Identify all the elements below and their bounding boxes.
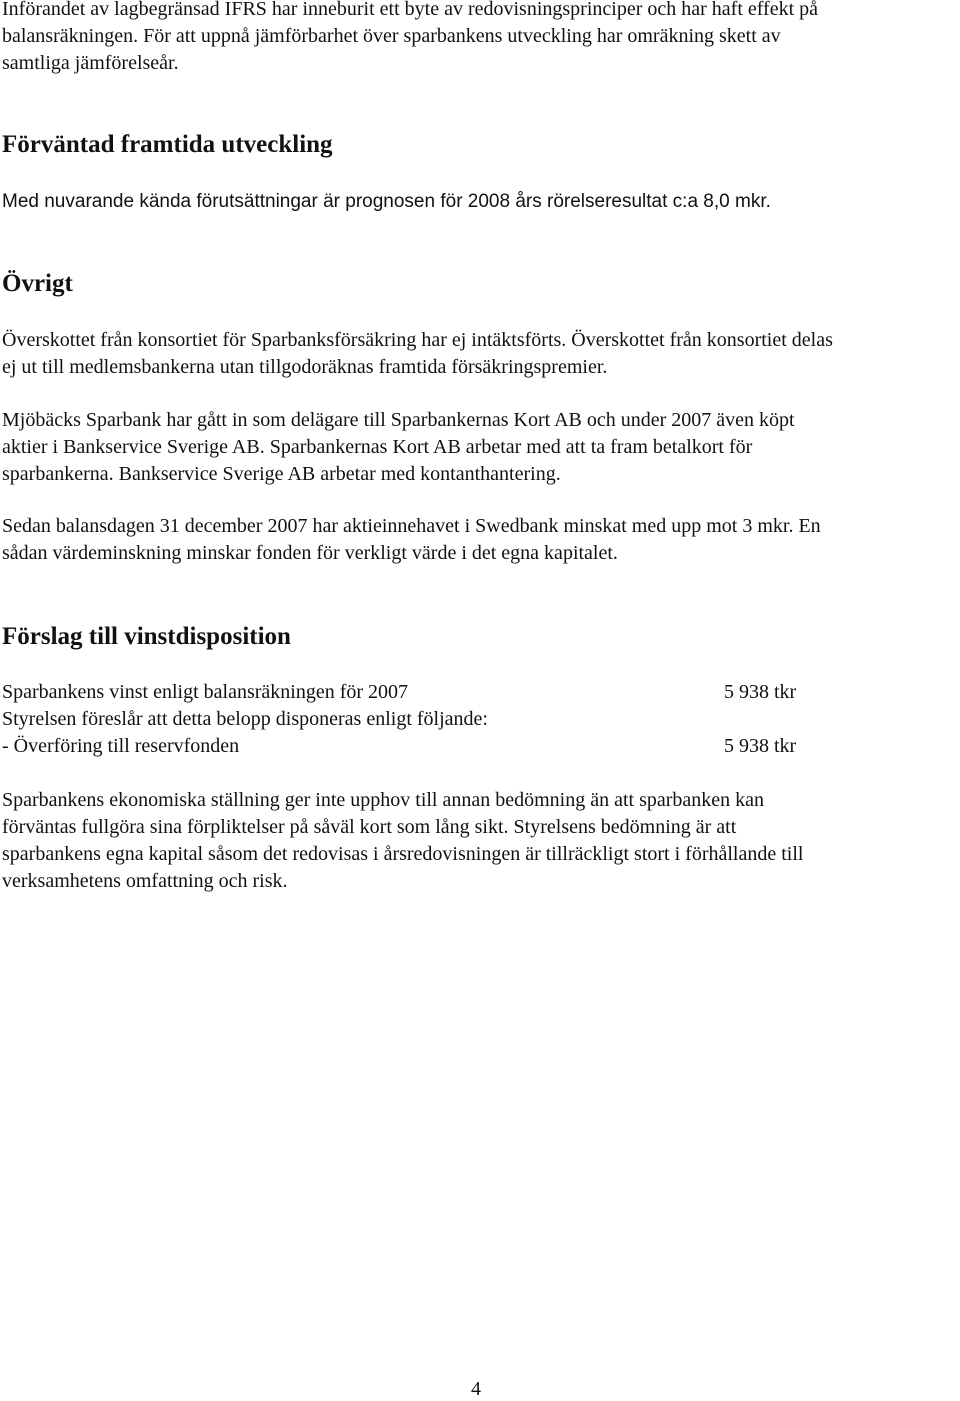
heading-other: Övrigt: [2, 270, 73, 297]
text-line: Mjöbäcks Sparbank har gått in som delägare till Sparbankernas Kort AB och under 2007 även köpt: [2, 409, 795, 431]
text-line: balansräkningen. För att uppnå jämförbarhet över sparbankens utveckling har omräkning skett av: [2, 25, 781, 47]
proposal-row-amount: 5 938 tkr: [724, 681, 797, 703]
text-line: verksamhetens omfattning och risk.: [2, 870, 288, 892]
closing-paragraph: [2, 787, 952, 895]
proposal-row-label: - Överföring till reservfonden: [2, 735, 240, 757]
proposal-row: [2, 733, 952, 760]
text-line: förväntas fullgöra sina förpliktelser på såväl kort som lång sikt. Styrelsens bedömning är att: [2, 816, 737, 838]
proposal-row-label: Sparbankens vinst enligt balansräkningen för 2007: [2, 681, 409, 703]
text-line: Överskottet från konsortiet för Sparbanksförsäkring har ej intäktsförts. Överskottet från konsortiet delas: [2, 329, 833, 351]
outlook-paragraph: [2, 188, 952, 215]
other-paragraph-2: [2, 407, 952, 488]
page-number: 4: [471, 1378, 481, 1400]
text-line: Med nuvarande kända förutsättningar är prognosen för 2008 års rörelseresultat c:a 8,0 mkr.: [2, 191, 771, 212]
proposal-row-amount: 5 938 tkr: [724, 735, 797, 757]
proposal-row: [2, 679, 952, 706]
text-line: sparbankerna. Bankservice Sverige AB arbetar med kontanthantering.: [2, 463, 561, 485]
heading-proposal: Förslag till vinstdisposition: [2, 623, 291, 650]
text-line: samtliga jämförelseår.: [2, 52, 179, 74]
text-line: aktier i Bankservice Sverige AB. Sparbankernas Kort AB arbetar med att ta fram betalkort för: [2, 436, 753, 458]
heading-outlook: Förväntad framtida utveckling: [2, 131, 333, 158]
text-line: ej ut till medlemsbankerna utan tillgodoräknas framtida försäkringspremier.: [2, 356, 608, 378]
text-line: Sparbankens ekonomiska ställning ger inte upphov till annan bedömning än att sparbanken kan: [2, 789, 765, 811]
other-paragraph-3: [2, 513, 952, 567]
text-line: Införandet av lagbegränsad IFRS har inneburit ett byte av redovisningsprinciper och har haft effekt på: [2, 0, 819, 20]
text-line: sådan värdeminskning minskar fonden för verkligt värde i det egna kapitalet.: [2, 542, 618, 564]
other-paragraph-1: [2, 327, 952, 381]
proposal-row: [2, 706, 952, 733]
text-line: Sedan balansdagen 31 december 2007 har aktieinnehavet i Swedbank minskat med upp mot 3 mkr. En: [2, 515, 821, 537]
proposal-row-label: Styrelsen föreslår att detta belopp disponeras enligt följande:: [2, 708, 488, 730]
intro-paragraph: [2, 0, 952, 77]
text-line: sparbankens egna kapital såsom det redovisas i årsredovisningen är tillräckligt stort i förhållande till: [2, 843, 804, 865]
